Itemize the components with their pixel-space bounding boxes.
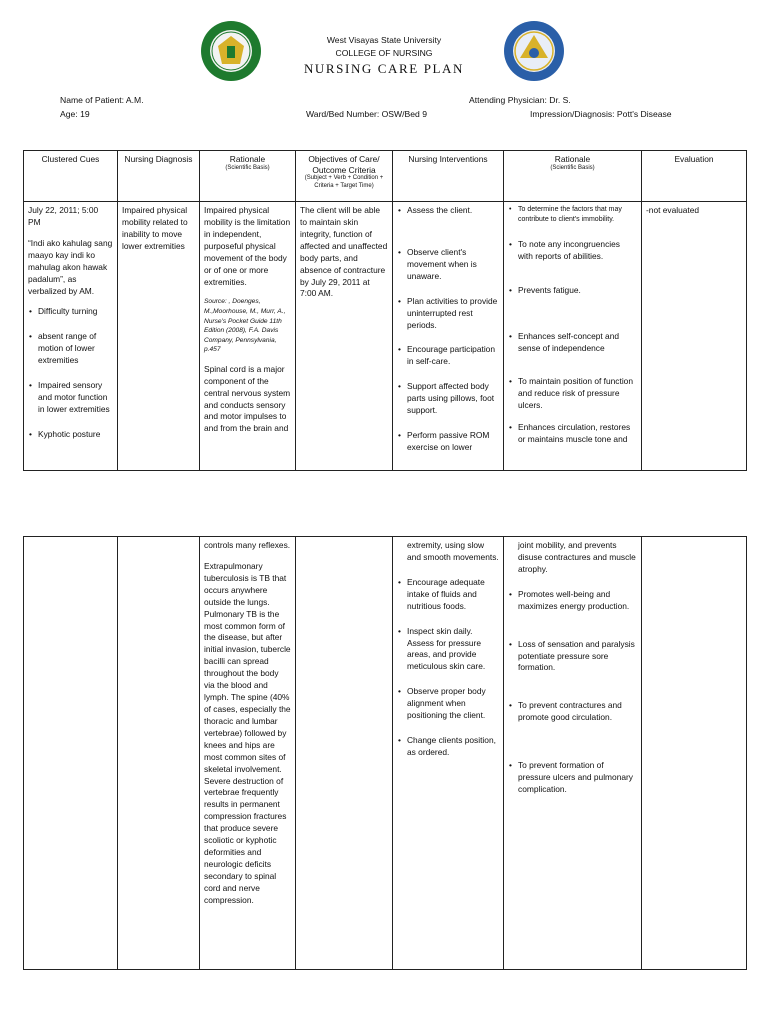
rationale-text: Impaired physical mobility is the limitation in independent, purposeful physical movement of the body or of one or more extremities. [204,205,291,287]
list-item: • Plan activities to provide uninterrupted rest periods. [407,296,499,332]
list-item: • To maintain position of function and reduce risk of pressure ulcers. [518,376,637,412]
attending-physician: Attending Physician: Dr. S. [469,95,571,105]
header-rationale-2: Rationale (Scientific Basis) [504,151,642,202]
cell-objectives [296,202,393,471]
header-evaluation: Evaluation [642,151,747,202]
cell-evaluation-cont [642,537,747,970]
cell-objectives-cont [296,537,393,970]
list-item: • absent range of motion of lower extremities [38,331,113,367]
list-item: • Impaired sensory and motor function in lower extremities [38,380,113,416]
list-item: • Observe client's movement when is unaware. [407,247,499,283]
cell-nursing-diagnosis-cont [118,537,200,970]
intervention-continued: extremity, using slow and smooth movements. [407,540,499,562]
list-item: • Kyphotic posture [38,429,113,441]
cell-evaluation [642,202,747,471]
cell-clustered-cues-cont [24,537,118,970]
header-objectives: Objectives of Care/ Outcome Criteria (Subject + Verb + Condition + Criteria + Target Time) [296,151,393,202]
impression-diagnosis: Impression/Diagnosis: Pott's Disease [530,109,672,119]
university-name: West Visayas State University [326,35,442,45]
objective-text: The client will be able to maintain skin integrity, function of affected and unaffected body parts, and absence of contracture by July 29, 2011 at 7:00 AM. [300,205,388,299]
list-item: • To prevent formation of pressure ulcers and pulmonary complication. [518,760,637,796]
cell-rationale-cont [200,537,296,970]
ward-bed-number: Ward/Bed Number: OSW/Bed 9 [306,109,427,119]
cues-quote: “Indi ako kahulag sang maayo kay indi ko mahulag akon hawak padalum”, as verbalized by AM. [28,237,113,296]
list-item: • Encourage adequate intake of fluids and nutritious foods. [407,577,499,613]
patient-age: Age: 19 [60,109,90,119]
cell-interventions [393,202,504,471]
list-item: • To note any incongruencies with reports of abilities. [518,239,637,263]
evaluation-text: -not evaluated [646,205,700,215]
header-clustered-cues: Clustered Cues [24,151,118,202]
list-item: • Change clients position, as ordered. [407,735,499,759]
rationale-continued: joint mobility, and prevents disuse contractures and muscle atrophy. [518,540,636,574]
diagnosis-text: Impaired physical mobility related to inability to move lower extremities [122,205,188,251]
rationale-source: Source: , Doenges, M.,Moorhouse, M., Murr, A., Nurse's Pocket Guide 11th Edition (2008), F.A. Davis Company, Pennsylvania, p.457 [204,298,286,354]
cell-rationale-2-cont [504,537,642,970]
header-rationale: Rationale (Scientific Basis) [200,151,296,202]
cues-list [28,306,113,440]
list-item: • Encourage participation in self-care. [407,344,499,368]
list-item: • Inspect skin daily. Assess for pressure areas, and provide meticulous skin care. [407,626,499,674]
list-item: • Enhances self-concept and sense of independence [518,331,637,355]
cues-date: July 22, 2011; 5:00 PM [28,205,99,227]
document-title: NURSING CARE PLAN [303,61,465,76]
cell-clustered-cues [24,202,118,471]
cell-nursing-diagnosis [118,202,200,471]
header-nursing-diagnosis: Nursing Diagnosis [118,151,200,202]
header-nursing-interventions: Nursing Interventions [393,151,504,202]
list-item: • To determine the factors that may contribute to client's immobility. [518,205,637,225]
list-item: • To prevent contractures and promote good circulation. [518,700,637,724]
list-item: • Observe proper body alignment when positioning the client. [407,686,499,722]
list-item: • Loss of sensation and paralysis potentiate pressure sore formation. [518,639,637,675]
rationale-text-2: Extrapulmonary tuberculosis is TB that occurs anywhere outside the lungs. Pulmonary TB is the most common form of the disease, but after initial invasion, tubercle bacilli can spread throughout the body via the blood and lymph. The spine (40% of cases, especially the thoracic and lumbar vertebrae) followed by knees and hips are most common sites of skeletal involvement. Severe destruction of vertebrae frequently results in permanent compression fractures that produce severe scoliotic or kyphotic deformities and neurologic deficits secondary to spinal cord and nerve compression. [204,560,291,905]
list-item: • Perform passive ROM exercise on lower [407,430,499,454]
list-item: • Difficulty turning [38,306,113,318]
list-item: • Enhances circulation, restores or maintains muscle tone and [518,422,637,446]
rationale-text: controls many reflexes. [204,540,291,550]
college-name: COLLEGE OF NURSING [335,48,433,58]
list-item: • Assess the client. [407,205,499,217]
patient-name: Name of Patient: A.M. [60,95,144,105]
list-item: • Prevents fatigue. [518,285,637,297]
care-plan-table-page2 [23,536,747,970]
rationale-text-2: Spinal cord is a major component of the central nervous system and conducts sensory and motor impulses to and from the brain and [204,363,291,434]
cell-rationale [200,202,296,471]
care-plan-table-page1 [23,150,747,471]
list-item: • Support affected body parts using pillows, foot support. [407,381,499,417]
list-item: • Promotes well-being and maximizes energy production. [518,589,637,613]
cell-rationale-2 [504,202,642,471]
cell-interventions-cont [393,537,504,970]
